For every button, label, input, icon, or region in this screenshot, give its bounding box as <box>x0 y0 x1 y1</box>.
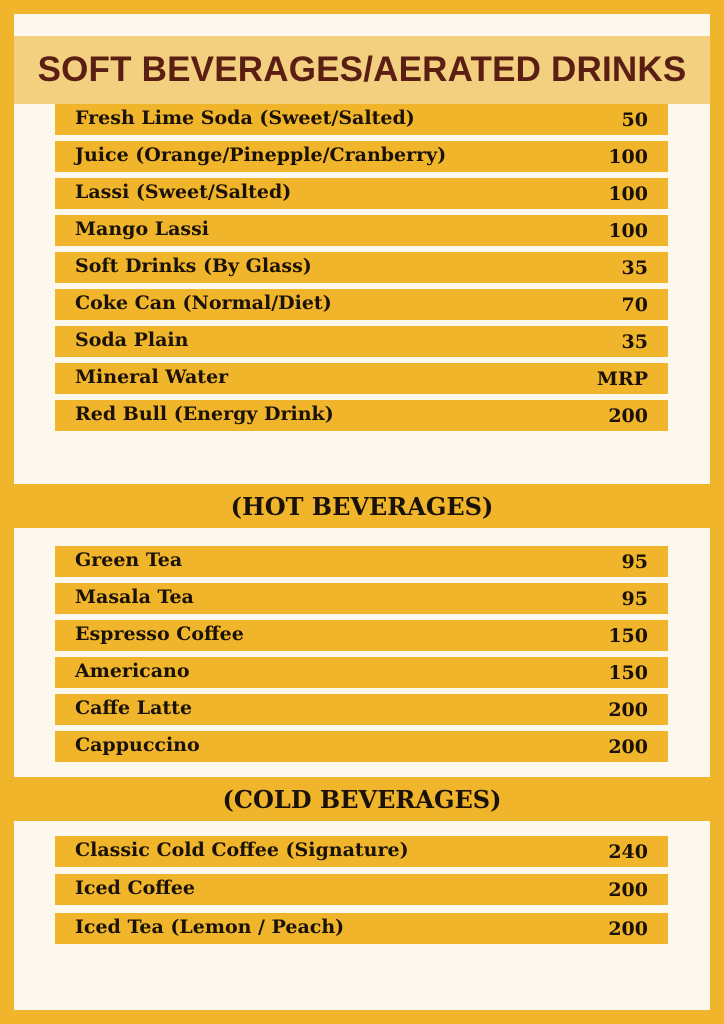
item-price: 150 <box>608 625 648 647</box>
item-name: Lassi (Sweet/Salted) <box>75 181 292 203</box>
item-price: 150 <box>608 662 648 684</box>
item-price: 100 <box>608 146 648 168</box>
item-price: 95 <box>621 588 648 610</box>
item-name: Mango Lassi <box>75 218 210 240</box>
menu-item <box>55 620 668 651</box>
item-price: MRP <box>596 368 648 390</box>
menu-item <box>55 326 668 357</box>
item-name: Iced Coffee <box>75 877 196 899</box>
item-price: 200 <box>608 405 648 427</box>
menu-item <box>55 141 668 172</box>
item-price: 240 <box>608 841 648 863</box>
item-name: Fresh Lime Soda (Sweet/Salted) <box>75 107 415 129</box>
item-price: 100 <box>608 220 648 242</box>
section-title: (HOT BEVERAGES) <box>230 491 494 521</box>
menu-item <box>55 215 668 246</box>
title-band <box>14 36 710 104</box>
menu-item <box>55 657 668 688</box>
item-price: 35 <box>621 331 648 353</box>
item-price: 95 <box>621 551 648 573</box>
item-name: Mineral Water <box>75 366 229 388</box>
menu-item <box>55 363 668 394</box>
item-price: 50 <box>621 109 648 131</box>
menu-page <box>14 14 710 1010</box>
page-title: SOFT BEVERAGES/AERATED DRINKS <box>37 50 687 89</box>
menu-item <box>55 874 668 905</box>
menu-item <box>55 913 668 944</box>
menu-item <box>55 289 668 320</box>
item-price: 100 <box>608 183 648 205</box>
item-price: 200 <box>608 736 648 758</box>
menu-item <box>55 583 668 614</box>
item-name: Soda Plain <box>75 329 189 351</box>
menu-item <box>55 252 668 283</box>
item-price: 35 <box>621 257 648 279</box>
item-name: Cappuccino <box>75 734 200 756</box>
item-price: 200 <box>608 918 648 940</box>
menu-item <box>55 546 668 577</box>
item-name: Classic Cold Coffee (Signature) <box>75 839 409 861</box>
menu-item <box>55 104 668 135</box>
menu-item <box>55 731 668 762</box>
menu-item <box>55 836 668 867</box>
menu-item <box>55 178 668 209</box>
item-name: Juice (Orange/Pinepple/Cranberry) <box>75 144 447 166</box>
item-name: Americano <box>75 660 190 682</box>
item-name: Iced Tea (Lemon / Peach) <box>75 916 345 938</box>
item-name: Masala Tea <box>75 586 194 608</box>
item-name: Green Tea <box>75 549 183 571</box>
section-title: (COLD BEVERAGES) <box>222 784 502 814</box>
item-name: Coke Can (Normal/Diet) <box>75 292 332 314</box>
hot-beverages-header <box>14 484 710 528</box>
item-price: 200 <box>608 879 648 901</box>
item-name: Caffe Latte <box>75 697 193 719</box>
item-name: Soft Drinks (By Glass) <box>75 255 312 277</box>
item-price: 70 <box>621 294 648 316</box>
item-price: 200 <box>608 699 648 721</box>
cold-beverages-header <box>14 777 710 821</box>
menu-item <box>55 400 668 431</box>
menu-item <box>55 694 668 725</box>
item-name: Red Bull (Energy Drink) <box>75 403 334 425</box>
item-name: Espresso Coffee <box>75 623 244 645</box>
